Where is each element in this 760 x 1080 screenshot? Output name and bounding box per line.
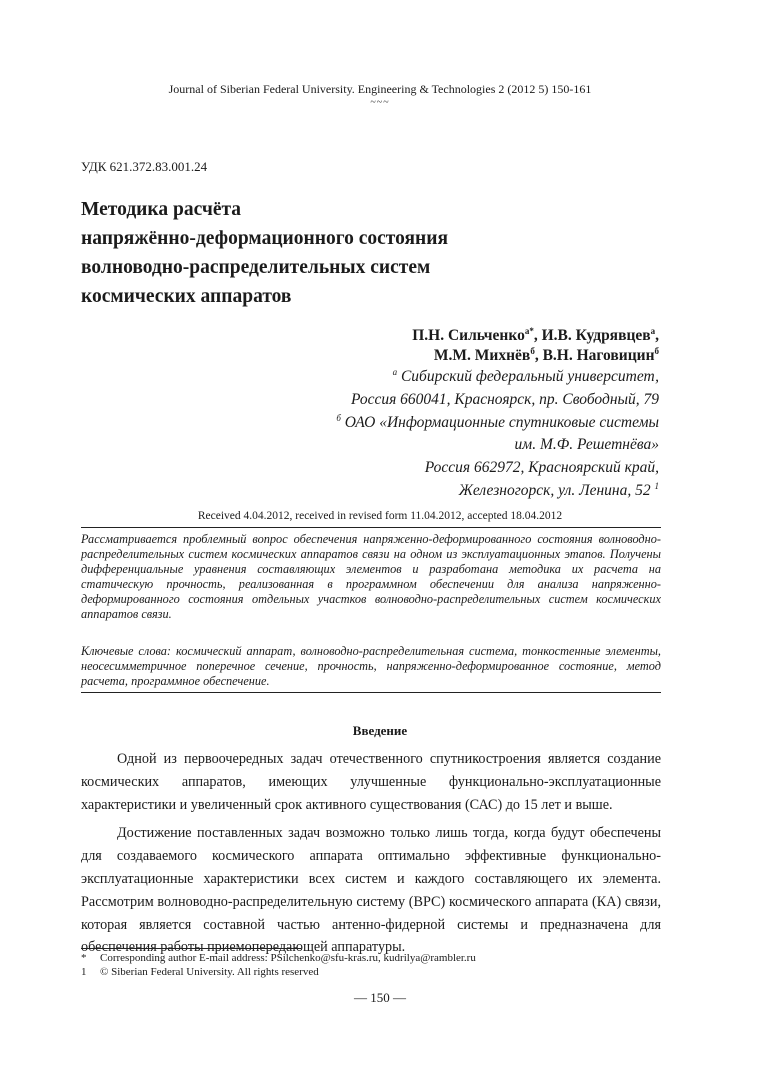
footnote-mark: * [81,952,87,964]
affiliation-text: Сибирский федеральный университет, [400,368,659,385]
udc-code: УДК 621.372.83.001.24 [81,159,208,174]
section-heading: Введение [352,723,408,738]
affiliation-line: Россия 662972, Красноярский край, [424,459,659,477]
footnote-mark: 1 [81,966,87,978]
body-paragraph: Одной из первоочередных задач отечественного спутникостроения является создание космических аппаратов, имеющих улучшенные функционально-эксплуатационные характеристики и увеличенный срок активного существования (САС) до 15 лет и выше. [81,751,661,813]
author-name: М.М. Михнёв [433,347,531,364]
author-affil-mark: б [654,346,659,356]
affiliation-line [159,412,659,435]
title-line: напряжённо-деформационного состояния [81,228,449,249]
affiliation-text: ОАО «Информационные спутниковые системы [344,413,659,431]
footnotes [81,951,661,979]
footnote [81,965,661,979]
footnote-text: Corresponding author E-mail address: PSilchenko@sfu-kras.ru, kudrilya@rambler.ru [100,952,476,964]
header-ornament: ~~~ [370,97,390,108]
affiliations [159,366,659,503]
abstract-bottom-rule [81,692,661,693]
author-separator: , [534,347,543,364]
affiliation-line: Россия 660041, Красноярск, пр. Свободный, 79 [350,390,659,408]
page-number: — 150 — [354,990,406,1005]
keywords: Ключевые слова: космический аппарат, волноводно-распределительная система, тонкостенные элементы, неосесимметричное поперечное сечение, прочность, напряженно-деформированное состояние, метод расчета, программное обеспечение. [81,644,661,688]
affiliation-line [159,480,659,503]
affiliation-line [159,366,659,389]
footnote [81,951,661,965]
affiliation-text: Железногорск, ул. Ленина, 52 [458,481,651,499]
abstract-top-rule [81,527,661,528]
title-line: космических аппаратов [81,286,292,307]
author-list [159,326,659,366]
author-separator: , [655,327,659,344]
received-dates: Received 4.04.2012, received in revised form 11.04.2012, accepted 18.04.2012 [197,510,563,522]
footnote-text: © Siberian Federal University. All rights reserved [100,966,319,978]
author-line [159,326,659,346]
affiliation-line: им. М.Ф. Решетнёва» [514,436,659,454]
author-separator: , [533,327,542,344]
abstract: Рассматривается проблемный вопрос обеспечения напряженно-деформированного состояния волноводно-распределительных систем космических аппаратов связи на одном из эксплуатационных этапов. Получены дифференциальные уравнения составляющих элементов и разработана методика их расчета на статическую прочность, реализованная в программном обеспечении для анализа напряженно-деформированного состояния отдельных участков волноводно-распределительных систем космических аппаратов связи. [81,532,661,621]
body-text [81,748,661,965]
affiliation-mark: а [392,367,398,377]
author-name: П.Н. Сильченко [412,327,525,344]
title-line: волноводно-распределительных систем [81,257,431,278]
affiliation-mark: б [336,412,341,423]
author-affil-mark: а [650,326,656,336]
affiliation-mark: 1 [654,480,659,491]
article-title [81,195,681,311]
author-name: И.В. Кудрявцев [541,327,651,344]
author-line [159,346,659,366]
author-name: В.Н. Наговицин [542,347,655,364]
author-affil-mark: а* [524,326,534,336]
title-line: Методика расчёта [81,199,242,220]
journal-header: Journal of Siberian Federal University. Engineering & Technologies 2 (2012 5) 150-161 [168,82,592,96]
footnote-rule [81,948,301,949]
author-affil-mark: б [530,346,535,356]
body-paragraph: Достижение поставленных задач возможно только лишь тогда, когда будут обеспечены для создаваемого космического аппарата оптимально эффективные функционально-эксплуатационные характеристики всех систем и каждого составляющего их элемента. Рассмотрим волноводно-распределительную систему (ВРС) космического аппарата (КА) связи, которая является составной частью антенно-фидерной системы и предназначена для обеспечения работы приемопередающей аппаратуры. [81,825,661,956]
